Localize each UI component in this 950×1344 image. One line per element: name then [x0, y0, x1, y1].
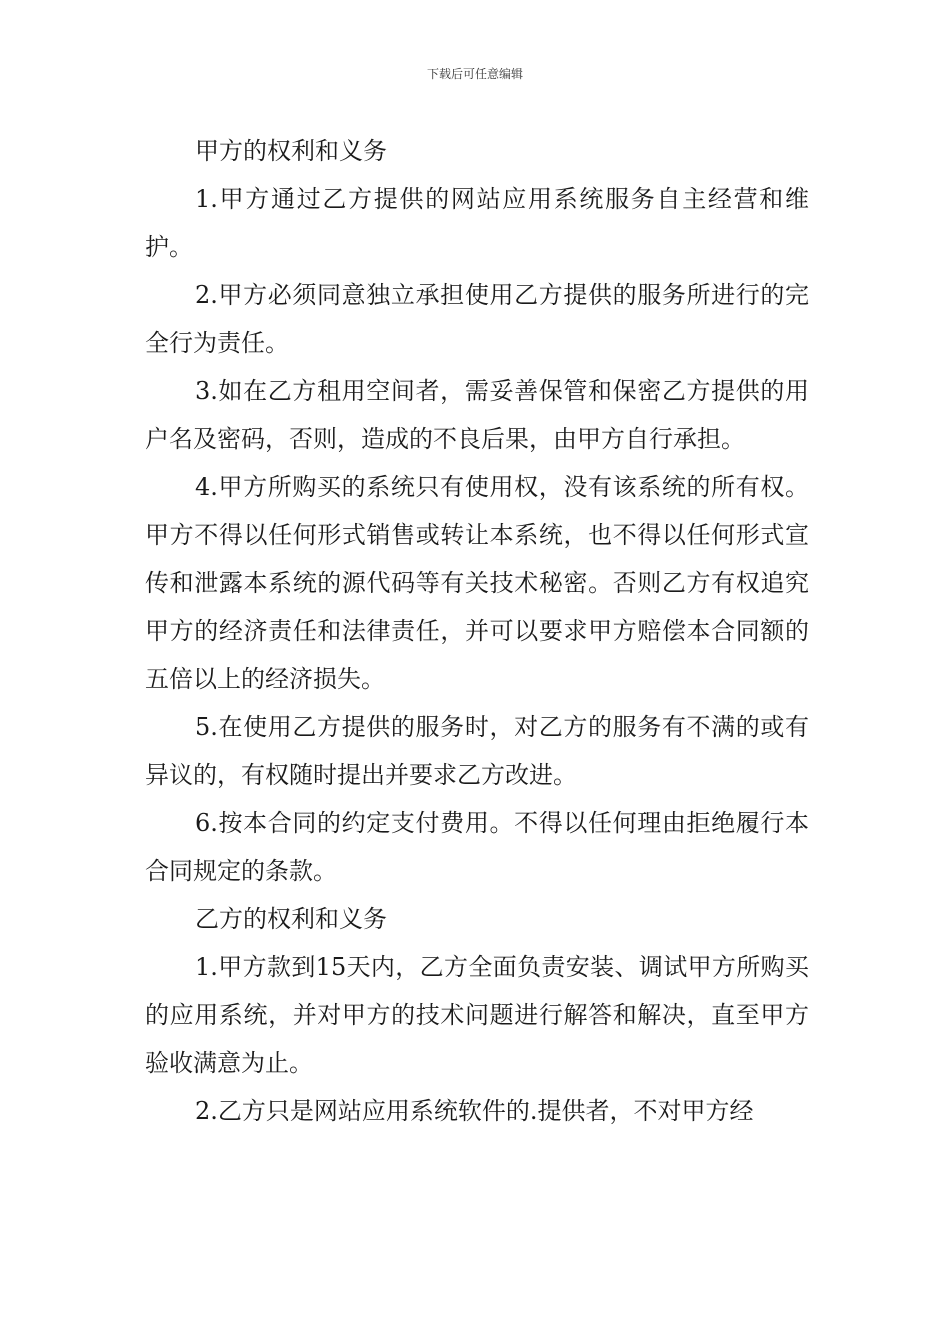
- clause-a-1: 1.甲方通过乙方提供的网站应用系统服务自主经营和维护。: [145, 185, 809, 261]
- clause-a-3: 3.如在乙方租用空间者，需妥善保管和保密乙方提供的用户名及密码，否则，造成的不良后果，由甲方自行承担。: [145, 377, 809, 453]
- clause-a-2: 2.甲方必须同意独立承担使用乙方提供的服务所进行的完全行为责任。: [145, 281, 809, 357]
- section-heading-party-a: 甲方的权利和义务: [195, 137, 387, 165]
- page-header-note: 下载后可任意编辑: [426, 67, 523, 81]
- clause-b-2: 2.乙方只是网站应用系统软件的.提供者，不对甲方经: [195, 1097, 754, 1125]
- clause-a-5: 5.在使用乙方提供的服务时，对乙方的服务有不满的或有异议的，有权随时提出并要求乙方改进。: [145, 713, 809, 789]
- clause-a-4: 4.甲方所购买的系统只有使用权，没有该系统的所有权。甲方不得以任何形式销售或转让本系统，也不得以任何形式宣传和泄露本系统的源代码等有关技术秘密。否则乙方有权追究甲方的经济责任和法律责任，并可以要求甲方赔偿本合同额的五倍以上的经济损失。: [145, 473, 809, 693]
- section-heading-party-b: 乙方的权利和义务: [195, 905, 387, 933]
- clause-b-1: 1.甲方款到15天内，乙方全面负责安装、调试甲方所购买的应用系统，并对甲方的技术问题进行解答和解决，直至甲方验收满意为止。: [145, 953, 809, 1077]
- document-body: [145, 127, 809, 1135]
- clause-a-6: 6.按本合同的约定支付费用。不得以任何理由拒绝履行本合同规定的条款。: [145, 809, 809, 885]
